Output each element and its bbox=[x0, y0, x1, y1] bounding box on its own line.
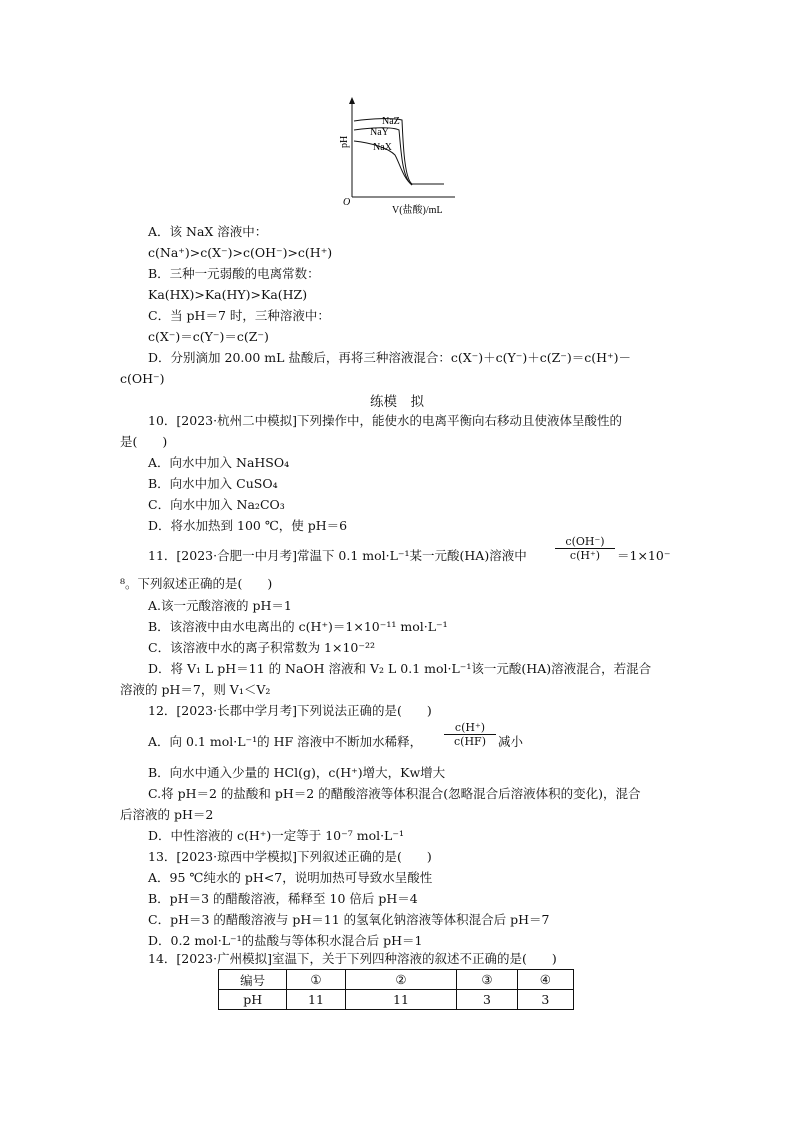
titration-figure bbox=[0, 0, 794, 220]
q10-stem: 10．[2023·杭州二中模拟]下列操作中，能使水的电离平衡向右移动且使液体呈酸性的 bbox=[148, 413, 622, 428]
table-header-cell: ① bbox=[287, 970, 345, 990]
q13-option-b: B．pH＝3 的醋酸溶液，稀释至 10 倍后 pH＝4 bbox=[148, 891, 418, 906]
q13-option-d: D．0.2 mol·L⁻¹的盐酸与等体积水混合后 pH＝1 bbox=[148, 933, 423, 948]
table-cell: 3 bbox=[457, 990, 517, 1010]
q14-stem: 14．[2023·广州模拟]室温下，关于下列四种溶液的叙述不正确的是( ) bbox=[148, 951, 557, 966]
table-cell: pH bbox=[219, 990, 287, 1010]
q9-option-a-formula: c(Na⁺)>c(X⁻)>c(OH⁻)>c(H⁺) bbox=[148, 245, 333, 260]
y-axis-label: pH bbox=[339, 135, 350, 148]
q12-option-c-cont: 后溶液的 pH＝2 bbox=[120, 807, 214, 822]
q12-fraction-denominator: c(HF) bbox=[454, 735, 486, 748]
q11-option-d-cont: 溶液的 pH＝7，则 V₁＜V₂ bbox=[120, 682, 271, 697]
q10-stem-cont: 是( ) bbox=[120, 434, 168, 449]
origin-label: O bbox=[343, 197, 351, 208]
q11-fraction-denominator: c(H⁺) bbox=[569, 549, 601, 562]
q12-option-a-end: 减小 bbox=[498, 734, 524, 749]
q10-option-a: A．向水中加入 NaHSO₄ bbox=[148, 455, 290, 470]
q13-option-c: C．pH＝3 的醋酸溶液与 pH＝11 的氢氧化钠溶液等体积混合后 pH＝7 bbox=[148, 912, 550, 927]
q14-table bbox=[218, 969, 574, 1010]
curve-label-naz: NaZ bbox=[382, 116, 400, 127]
q11-stem-cont: ⁸。下列叙述正确的是( ) bbox=[120, 576, 273, 591]
q11-stem: 11．[2023·合肥一中月考]常温下 0.1 mol·L⁻¹某一元酸(HA)溶液中 bbox=[148, 548, 527, 563]
q12-option-c: C.将 pH＝2 的盐酸和 pH＝2 的醋酸溶液等体积混合(忽略混合后溶液体积的变化)，混合 bbox=[148, 786, 641, 801]
q9-option-a: A．该 NaX 溶液中： bbox=[148, 224, 268, 239]
q11-option-c: C．该溶液中水的离子积常数为 1×10⁻²² bbox=[148, 640, 375, 655]
table-cell: 3 bbox=[517, 990, 573, 1010]
q11-option-b: B．该溶液中由水电离出的 c(H⁺)＝1×10⁻¹¹ mol·L⁻¹ bbox=[148, 619, 448, 634]
table-row bbox=[219, 970, 574, 990]
q11-stem-value: ＝1×10⁻ bbox=[617, 548, 671, 563]
q11-fraction-numerator: c(OH⁻) bbox=[555, 535, 615, 549]
q13-option-a: A．95 ℃纯水的 pH<7，说明加热可导致水呈酸性 bbox=[148, 870, 433, 885]
q9-option-b-formula: Ka(HX)>Ka(HY)>Ka(HZ) bbox=[148, 287, 308, 302]
q9-option-d: D．分别滴加 20.00 mL 盐酸后，再将三种溶液混合：c(X⁻)＋c(Y⁻)＋c(Z⁻)＝c(H⁺)－ bbox=[148, 350, 632, 365]
q12-fraction-numerator: c(H⁺) bbox=[444, 721, 496, 735]
q10-option-d: D．将水加热到 100 ℃，使 pH＝6 bbox=[148, 518, 348, 533]
x-axis-label: V(盐酸)/mL bbox=[392, 205, 443, 216]
section-title: 练模 拟 bbox=[370, 394, 424, 410]
q9-option-c-formula: c(X⁻)＝c(Y⁻)＝c(Z⁻) bbox=[148, 329, 269, 344]
q11-option-a: A.该一元酸溶液的 pH＝1 bbox=[148, 598, 292, 613]
table-header-cell: ③ bbox=[457, 970, 517, 990]
y-axis-arrow bbox=[349, 97, 355, 104]
q12-option-a: A．向 0.1 mol·L⁻¹的 HF 溶液中不断加水稀释， bbox=[148, 734, 423, 749]
q12-option-b: B．向水中通入少量的 HCl(g)，c(H⁺)增大，Kw增大 bbox=[148, 765, 446, 780]
q9-option-d-cont: c(OH⁻) bbox=[120, 371, 165, 386]
q12-stem: 12．[2023·长郡中学月考]下列说法正确的是( ) bbox=[148, 703, 432, 718]
table-header-cell: ② bbox=[345, 970, 457, 990]
q13-stem: 13．[2023·琼西中学模拟]下列叙述正确的是( ) bbox=[148, 849, 432, 864]
q12-option-d: D．中性溶液的 c(H⁺)一定等于 10⁻⁷ mol·L⁻¹ bbox=[148, 828, 404, 843]
table-header-cell: 编号 bbox=[219, 970, 287, 990]
curve-label-nax: NaX bbox=[373, 142, 392, 153]
table-header-cell: ④ bbox=[517, 970, 573, 990]
q10-option-c: C．向水中加入 Na₂CO₃ bbox=[148, 497, 285, 512]
q11-option-d: D．将 V₁ L pH＝11 的 NaOH 溶液和 V₂ L 0.1 mol·L⁻¹该一元酸(HA)溶液混合，若混合 bbox=[148, 661, 652, 676]
q12-fraction bbox=[444, 721, 496, 748]
q9-option-b: B．三种一元弱酸的电离常数： bbox=[148, 266, 320, 281]
table-cell: 11 bbox=[287, 990, 345, 1010]
table-row bbox=[219, 990, 574, 1010]
curve-label-nay: NaY bbox=[370, 127, 389, 138]
q10-option-b: B．向水中加入 CuSO₄ bbox=[148, 476, 278, 491]
q11-fraction bbox=[555, 535, 615, 562]
q9-option-c: C．当 pH＝7 时，三种溶液中： bbox=[148, 308, 330, 323]
table-cell: 11 bbox=[345, 990, 457, 1010]
